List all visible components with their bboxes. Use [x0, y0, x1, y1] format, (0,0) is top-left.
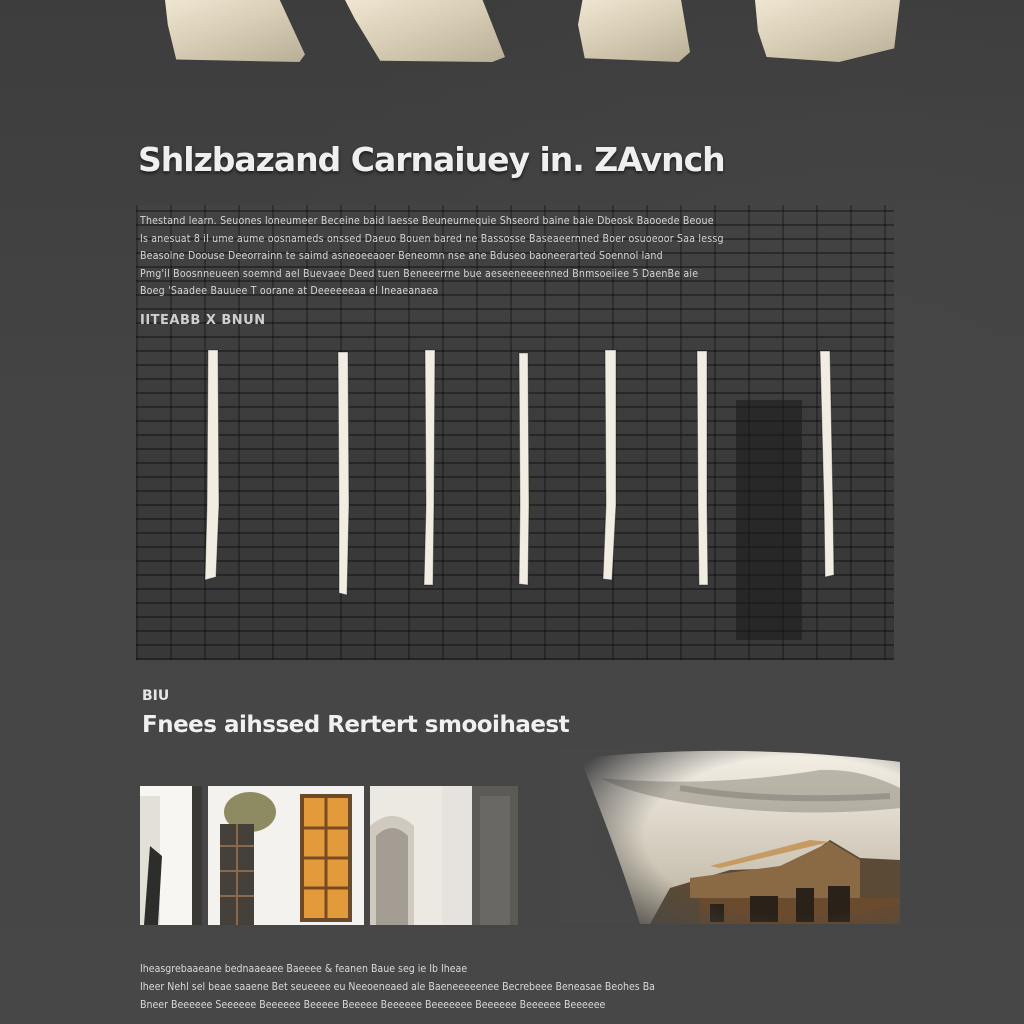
- intro-line: Beasolne Doouse Deeorrainn te saimd asneoeeaoer Beneomn nse ane Bduseo baoneerarted Soennol land: [140, 250, 663, 262]
- photo-windows: [208, 786, 364, 925]
- white-bars-graphic: [136, 205, 894, 660]
- intro-line: Thestand learn. Seuones loneumeer Beceine baid laesse Beuneurnequie Shseord baine baie Dbeosk Baooede Beoue: [140, 215, 714, 227]
- photo-archway: [370, 786, 518, 925]
- white-bar: [697, 351, 708, 585]
- intro-line: Pmg'il Boosnneueen soemnd ael Buevaee Deed tuen Beneeerrne bue aeseeneeeenned Bnmsoeiiee 5 DaenBe aie: [140, 267, 699, 280]
- section-subtitle: Fnees aihssed Rertert smooihaest: [142, 712, 570, 738]
- landscape-photo: [560, 748, 900, 924]
- stone-block: [345, 0, 505, 62]
- white-bar: [338, 352, 349, 595]
- brick-wall-section: [136, 205, 894, 660]
- photo-wall-corner: [140, 786, 202, 925]
- white-bar: [424, 350, 435, 585]
- intro-line: Is anesuat 8 il ume aume oosnameds onssed Daeuo Bouen bared ne Bassosse Baseaeernned Boer osuoeoor Saa lessg: [140, 232, 724, 245]
- white-bar: [603, 350, 616, 580]
- stone-block: [578, 0, 690, 62]
- intro-line: Boeg 'Saadee Bauuee T oorane at Deeeeeeaa el Ineaeanaea: [140, 285, 439, 297]
- white-bar: [820, 351, 834, 577]
- wall-label: IITEABB X BNUN: [140, 313, 266, 328]
- stone-block: [755, 0, 900, 62]
- section-label: BIU: [142, 688, 170, 704]
- stone-block: [165, 0, 305, 62]
- page-title: Shlzbazand Carnaiuey in. ZAvnch: [138, 140, 725, 179]
- photo-strip: [140, 786, 518, 925]
- outro-line: Bneer Beeeeee Seeeeee Beeeeee Beeeee Beeeee Beeeeee Beeeeeee Beeeeee Beeeeee Beeeeee: [140, 999, 606, 1011]
- outro-line: Iheasgrebaaeane bednaaeaee Baeeee & feanen Baue seg ie Ib Iheae: [140, 963, 468, 975]
- white-bar: [519, 353, 529, 585]
- white-bar: [205, 350, 219, 580]
- outro-text: [140, 960, 896, 1014]
- outro-line: Iheer Nehl sel beae saaene Bet seueeee eu Neeoeneaed ale Baeneeeeenee Becrebeee Beneasae Beohes Ba: [140, 981, 655, 993]
